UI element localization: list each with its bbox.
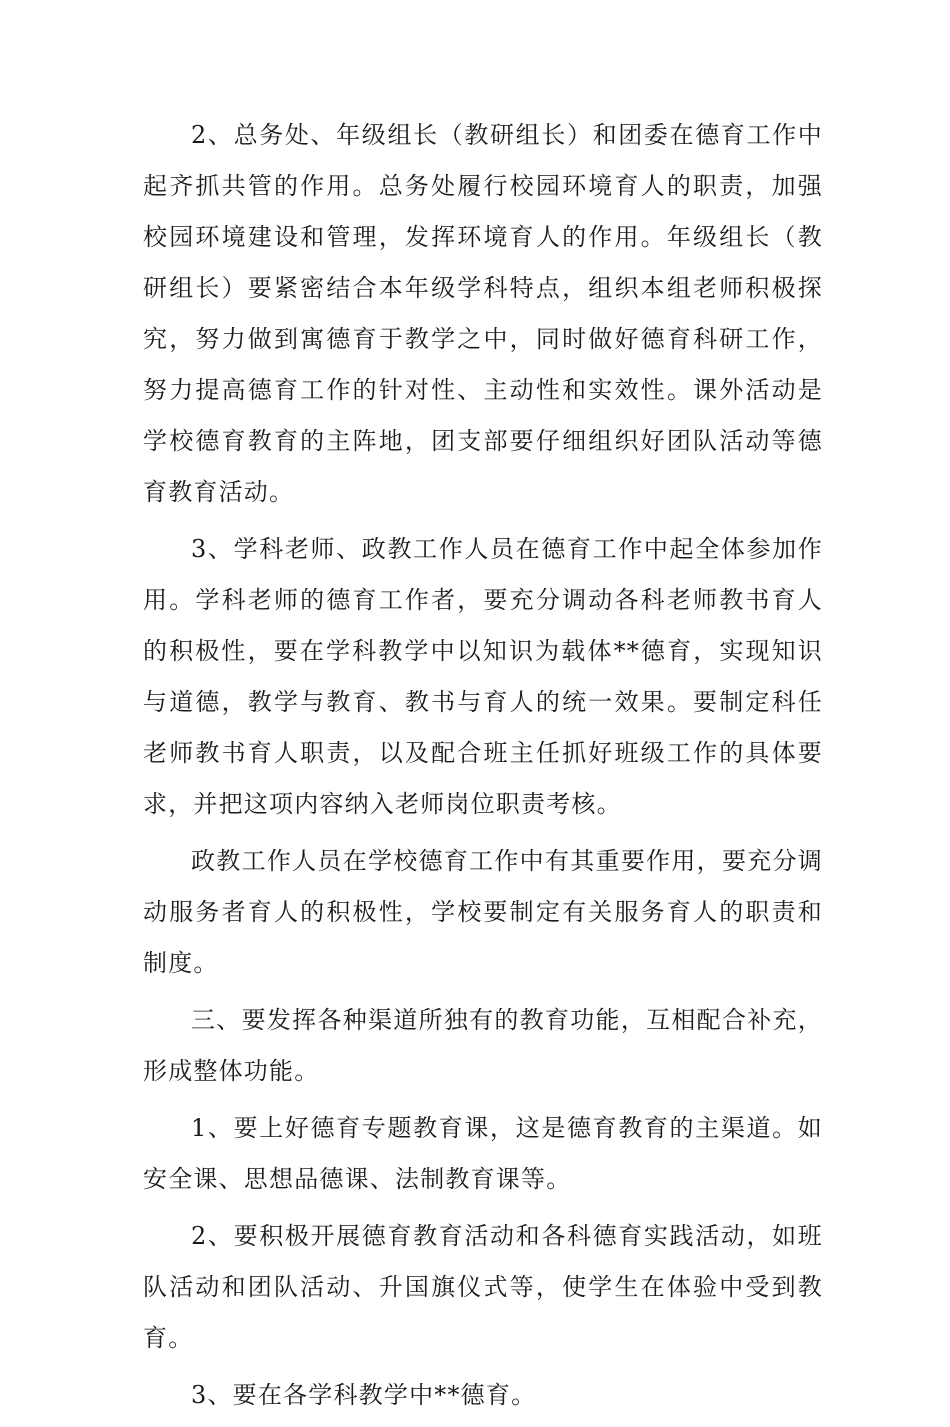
document-body [143, 110, 823, 1427]
paragraph-moral-education-class: 1、要上好德育专题教育课，这是德育教育的主渠道。如安全课、思想品德课、法制教育课等。 [143, 1114, 823, 1193]
paragraph-responsibility-teachers: 3、学科老师、政教工作人员在德育工作中起全体参加作用。学科老师的德育工作者，要充分调动各科老师教书育人的积极性，要在学科教学中以知识为载体**德育，实现知识与道德，教学与教育、教书与育人的统一效果。要制定科任老师教书育人职责，以及配合班主任抓好班级工作的具体要求，并把这项内容纳入老师岗位职责考核。 [143, 535, 823, 818]
paragraph-practice-activities: 2、要积极开展德育教育活动和各科德育实践活动，如班队活动和团队活动、升国旗仪式等，使学生在体验中受到教育。 [143, 1222, 823, 1352]
paragraph-responsibility-general-affairs: 2、总务处、年级组长（教研组长）和团委在德育工作中起齐抓共管的作用。总务处履行校园环境育人的职责，加强校园环境建设和管理，发挥环境育人的作用。年级组长（教研组长）要紧密结合本年级学科特点，组织本组老师积极探究，努力做到寓德育于教学之中，同时做好德育科研工作，努力提高德育工作的针对性、主动性和实效性。课外活动是学校德育教育的主阵地，团支部要仔细组织好团队活动等德育教育活动。 [143, 121, 823, 506]
paragraph-political-education-staff: 政教工作人员在学校德育工作中有其重要作用，要充分调动服务者育人的积极性，学校要制定有关服务育人的职责和制度。 [143, 847, 823, 977]
paragraph-subject-teaching: 3、要在各学科教学中**德育。 [191, 1381, 537, 1409]
paragraph-section-three-heading: 三、要发挥各种渠道所独有的教育功能，互相配合补充，形成整体功能。 [143, 1006, 823, 1085]
